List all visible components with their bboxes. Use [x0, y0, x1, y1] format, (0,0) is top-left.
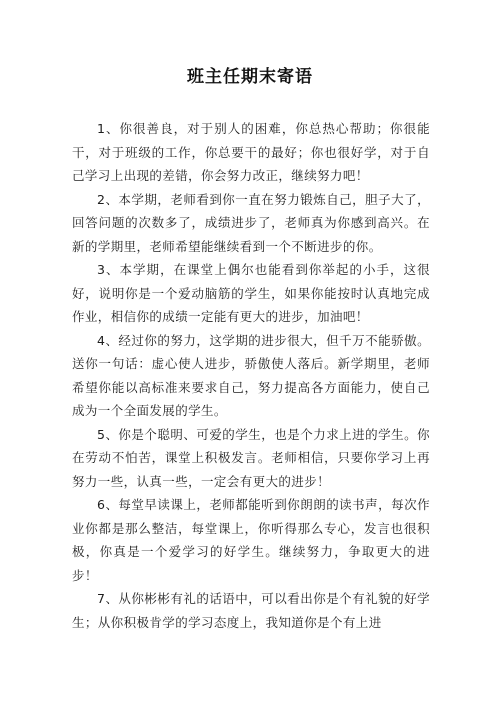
document-title: 班主任期末寄语 [187, 67, 313, 87]
paragraph-2: 2、本学期，老师看到你一直在努力锻炼自己，胆子大了，回答问题的次数多了，成绩进步了，老师真为你感到高兴。在新的学期里，老师希望能继续看到一个不断进步的你。 [72, 191, 430, 254]
paragraph-5: 5、你是个聪明、可爱的学生，也是个力求上进的学生。你在劳动不怕苦，课堂上积极发言。老师相信，只要你学习上再努力一些，认真一些，一定会有更大的进步！ [72, 426, 430, 489]
paragraph-1: 1、你很善良，对于别人的困难，你总热心帮助；你很能干，对于班级的工作，你总要干的最好；你也很好学，对于自己学习上出现的差错，你会努力改正，继续努力吧！ [72, 121, 430, 183]
paragraph-3: 3、本学期，在课堂上偶尔也能看到你举起的小手，这很好，说明你是一个爱动脑筋的学生，如果你能按时认真地完成作业，相信你的成绩一定能有更大的进步，加油吧！ [72, 262, 430, 324]
paragraph-6: 6、每堂早读课上，老师都能听到你朗朗的读书声，每次作业你都是那么整洁，每堂课上，你听得那么专心，发言也很积极，你真是一个爱学习的好学生。继续努力，争取更大的进步！ [72, 497, 430, 583]
document-body [72, 117, 430, 634]
paragraph-4: 4、经过你的努力，这学期的进步很大，但千万不能骄傲。送你一句话：虚心使人进步，骄傲使人落后。新学期里，老师希望你能以高标准来要求自己，努力提高各方面能力，使自己成为一个全面发展的学生。 [72, 332, 430, 418]
paragraph-7: 7、从你彬彬有礼的话语中，可以看出你是个有礼貌的好学生；从你积极肯学的学习态度上，我知道你是个有上进 [72, 591, 430, 630]
